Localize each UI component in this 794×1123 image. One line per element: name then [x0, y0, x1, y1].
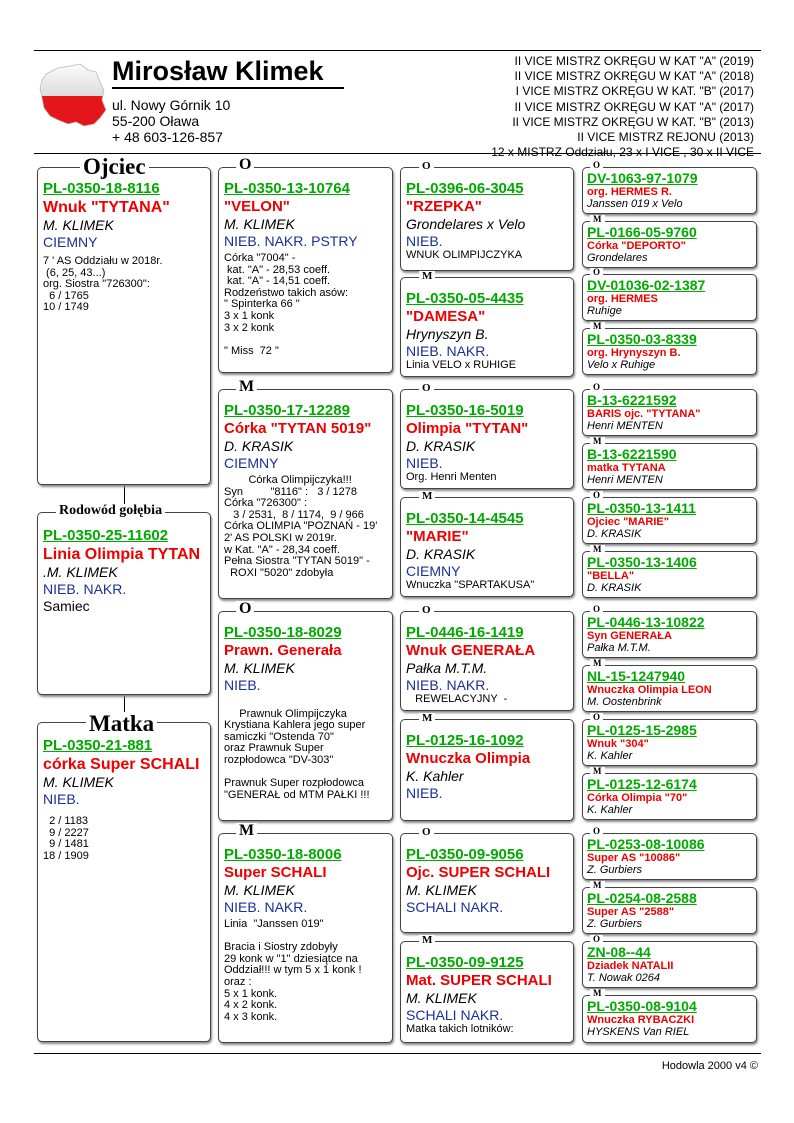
breeder: .M. KLIMEK	[43, 564, 118, 580]
gen4-card[interactable]	[582, 389, 757, 436]
gen3-card[interactable]	[400, 167, 574, 271]
pigeon-name: matka TYTANA	[587, 462, 666, 474]
pigeon-name: Wnuczka RYBACZKI	[587, 1014, 695, 1026]
gen4-card[interactable]	[582, 551, 757, 598]
ring-number: PL-0350-09-9125	[406, 954, 524, 971]
pigeon-name: "RZEPKA"	[406, 198, 482, 215]
breeder: HYSKENS Van RIEL	[587, 1026, 690, 1038]
breeder: Pałka M.T.M.	[406, 660, 488, 676]
breeder: M. KLIMEK	[43, 774, 114, 790]
notes: Córka Olimpijczyka!!! Syn "8116" : 3 / 1278 Córka "726300" : 3 / 2531, 8 / 1174, 9 / 966 Córka OLIMPIA "POZNAŃ - 19' 2' AS POLSKI w 2019r. w Kat. "A" - 28,34 coeff. Pełna Siostra "TYTAN 5019" - ROXI "5020" zdobyła	[224, 474, 378, 579]
sex-label-male: O	[590, 268, 603, 277]
pigeon-color: NIEB. NAKR.	[43, 581, 127, 597]
sex-label-female: M	[590, 659, 605, 668]
breeder: Grondelares	[587, 252, 648, 264]
breeder: Z. Gurbiers	[587, 864, 643, 876]
pigeon-color: CIEMNY	[224, 455, 279, 471]
pigeon-name: Super AS "2588"	[587, 906, 675, 918]
title-line: II VICE MISTRZ REJONU (2013)	[577, 130, 754, 145]
breeder: M. KLIMEK	[43, 217, 114, 233]
ring-number: PL-0350-21-881	[43, 737, 153, 754]
address-phone: + 48 603-126-857	[112, 129, 223, 145]
gen2-card[interactable]	[218, 611, 393, 821]
sex-label-female: M	[590, 545, 605, 554]
notes: Linia VELO x RUHIGE	[406, 359, 517, 371]
mother-label: Matka	[86, 712, 157, 735]
gen4-card[interactable]	[582, 443, 757, 490]
pigeon-color: NIEB. NAKR.	[224, 899, 308, 915]
sex-label-male: O	[419, 161, 434, 172]
ring-number: PL-0166-05-9760	[587, 224, 697, 240]
notes: REWELACYJNY -	[406, 693, 508, 705]
gen2-card[interactable]	[218, 389, 393, 599]
pigeon-color: CIEMNY	[406, 563, 461, 579]
ring-number: PL-0350-17-12289	[224, 402, 350, 419]
ring-number: PL-0446-13-10822	[587, 614, 705, 630]
ring-number: DV-01036-02-1387	[587, 277, 706, 293]
pedigree-label: Rodowód gołębia	[56, 504, 165, 518]
footer-credit: Hodowla 2000 v4 ©	[661, 1060, 758, 1072]
address-city: 55-200 Oława	[112, 113, 200, 129]
breeder: M. KLIMEK	[224, 216, 295, 232]
pigeon-color: NIEB.	[43, 791, 80, 807]
title-line: II VICE MISTRZ OKRĘGU W KAT "A" (2017)	[514, 99, 754, 114]
breeder: Ruhige	[587, 305, 622, 317]
ring-number: PL-0350-18-8006	[224, 846, 342, 863]
pigeon-name: Linia Olimpia TYTAN	[43, 546, 201, 563]
ring-number: B-13-6221590	[587, 446, 677, 462]
gen4-card[interactable]	[582, 773, 757, 820]
ring-number: ZN-08--44	[587, 944, 651, 960]
titles-list	[491, 54, 754, 160]
ring-number: PL-0350-08-9104	[587, 998, 697, 1014]
ring-number: PL-0350-14-4545	[406, 510, 524, 527]
mother-card[interactable]	[37, 722, 211, 1042]
gen3-card[interactable]	[400, 277, 574, 377]
sex-label-male: O	[590, 713, 603, 722]
sex-label-male: O	[590, 605, 603, 614]
pigeon-color: SCHALI NAKR.	[406, 899, 504, 915]
sex-label-male: O	[590, 827, 603, 836]
pigeon-color: NIEB.	[224, 677, 261, 693]
ring-number: PL-0350-09-9056	[406, 846, 524, 863]
pigeon-name: BARIS ojc. "TYTANA"	[587, 408, 701, 420]
sex-label-female: M	[419, 271, 435, 282]
pigeon-name: org. HERMES	[587, 293, 658, 305]
sex-label-female: M	[590, 767, 605, 776]
ring-number: PL-0350-18-8029	[224, 624, 342, 641]
notes: 2 / 1183 9 / 2227 9 / 1481 18 / 1909	[43, 815, 89, 862]
gen4-card[interactable]	[582, 497, 757, 544]
gen4-card[interactable]	[582, 941, 757, 988]
pigeon-color: NIEB. NAKR. PSTRY	[224, 233, 358, 249]
ring-number: PL-0350-18-8116	[43, 180, 160, 197]
sex-label-female: M	[419, 491, 435, 502]
pigeon-name: Córka "DEPORTO"	[587, 240, 686, 252]
pigeon-color: CIEMNY	[43, 234, 98, 250]
sex-label-male: O	[236, 157, 254, 173]
ring-number: B-13-6221592	[587, 392, 677, 408]
sex-label-female: M	[236, 823, 257, 839]
notes: Matka takich lotników:	[406, 1023, 514, 1035]
breeder: D. KRASIK	[587, 528, 642, 540]
sex-label-male: O	[236, 601, 254, 617]
gen3-card[interactable]	[400, 389, 574, 489]
gen4-card[interactable]	[582, 328, 757, 375]
gen3-card[interactable]	[400, 833, 574, 933]
pigeon-name: org. Hrynyszyn B.	[587, 347, 681, 359]
pigeon-name: Wnuk "304"	[587, 738, 649, 750]
pigeon-name: córka Super SCHALI	[43, 756, 200, 773]
gen3-card[interactable]	[400, 719, 574, 821]
breeder: Grondelares x Velo	[406, 216, 526, 232]
pigeon-name: Wnuczka Olimpia LEON	[587, 684, 712, 696]
pigeon-color: NIEB.	[406, 785, 443, 801]
ring-number: PL-0254-08-2588	[587, 890, 697, 906]
title-line: II VICE MISTRZ OKRĘGU W KAT. "B" (2013)	[512, 114, 754, 129]
breeder: T. Nowak 0264	[587, 972, 660, 984]
pigeon-name: Dziadek NATALII	[587, 960, 674, 972]
ring-number: PL-0125-15-2985	[587, 722, 697, 738]
pigeon-name: Olimpia "TYTAN"	[406, 420, 529, 437]
notes: Córka "7004" - kat. "A" - 28,53 coeff. kat. "A" - 14,51 coeff. Rodzeństwo takich asów: " Spinterka 66 " 3 x 1 konk 3 x 2 konk " Miss 72 "	[224, 252, 349, 357]
breeder: M. KLIMEK	[224, 660, 295, 676]
breeder: Janssen 019 x Velo	[587, 198, 683, 210]
title-line: II VICE MISTRZ OKRĘGU W KAT "A" (2018)	[514, 69, 754, 84]
pigeon-color: NIEB. NAKR.	[406, 677, 490, 693]
sex-label-male: O	[419, 383, 434, 394]
gen4-card[interactable]	[582, 611, 757, 658]
sex-label-male: O	[590, 383, 603, 392]
gen4-card[interactable]	[582, 274, 757, 321]
father-label: Ojciec	[80, 155, 149, 178]
breeder: Henri MENTEN	[587, 474, 663, 486]
ring-number: PL-0350-05-4435	[406, 290, 524, 307]
sex-label-female: M	[236, 379, 257, 395]
sex-label-female: M	[590, 881, 605, 890]
breeder: K. Kahler	[587, 804, 633, 816]
ring-number: DV-1063-97-1079	[587, 170, 698, 186]
breeder: M. KLIMEK	[406, 882, 477, 898]
pigeon-name: Córka Olimpia "70"	[587, 792, 688, 804]
breeder: K. Kahler	[587, 750, 633, 762]
sex-label-male: O	[590, 935, 603, 944]
notes: Wnuczka "SPARTAKUSA"	[406, 579, 535, 591]
footer-rule	[34, 1053, 761, 1054]
gen4-card[interactable]	[582, 833, 757, 880]
notes: Prawnuk Olimpijczyka Krystiana Kahlera jego super samiczki "Ostenda 70" oraz Prawnuk Super rozpłodowca "DV-303" Prawnuk Super rozpłodowca "GENERAŁ od MTM PAŁKI !!!	[224, 707, 370, 801]
sex-label-female: M	[419, 935, 435, 946]
breeder: D. KRASIK	[587, 582, 642, 594]
sex-label-male: O	[590, 491, 603, 500]
gen4-card[interactable]	[582, 665, 757, 712]
gen4-card[interactable]	[582, 719, 757, 766]
pigeon-color: NIEB.	[406, 233, 443, 249]
pigeon-color: SCHALI NAKR.	[406, 1007, 504, 1023]
pigeon-name: Wnuk GENERAŁA	[406, 642, 536, 659]
breeder: K. Kahler	[406, 768, 464, 784]
pigeon-name: "DAMESA"	[406, 308, 486, 325]
pigeon-name: Ojciec "MARIE"	[587, 516, 669, 528]
address-street: ul. Nowy Górnik 10	[112, 97, 231, 113]
ring-number: PL-0350-13-1411	[587, 500, 696, 516]
title-line: II VICE MISTRZ OKRĘGU W KAT "A" (2019)	[514, 54, 754, 68]
ring-number: NL-15-1247940	[587, 668, 686, 684]
pigeon-sex: Samiec	[43, 598, 90, 614]
poland-flag-map-logo	[36, 60, 108, 132]
breeder: Velo x Ruhige	[587, 359, 656, 371]
pigeon-color: NIEB.	[406, 455, 443, 471]
notes: WNUK OLIMPIJCZYKA	[406, 249, 523, 261]
gen4-card[interactable]	[582, 887, 757, 934]
ring-number: PL-0125-12-6174	[587, 776, 697, 792]
notes: Org. Henri Menten	[406, 471, 497, 483]
ring-number: PL-0350-25-11602	[43, 527, 169, 544]
pigeon-name: Super SCHALI	[224, 864, 327, 881]
title-line: I VICE MISTRZ OKRĘGU W KAT. "B" (2017)	[515, 84, 754, 99]
gen4-card[interactable]	[582, 167, 757, 214]
gen2-card[interactable]	[218, 833, 393, 1043]
breeder: M. Oostenbrink	[587, 696, 662, 708]
breeder: D. KRASIK	[406, 438, 476, 454]
notes: 7 ' AS Oddziału w 2018r. (6, 25, 43...) org. Siostra "726300": 6 / 1765 10 / 1749	[43, 255, 163, 314]
sex-label-female: M	[419, 713, 435, 724]
pigeon-name: "BELLA"	[587, 570, 635, 582]
pigeon-name: Ojc. SUPER SCHALI	[406, 864, 551, 881]
gen4-card[interactable]	[582, 995, 757, 1043]
ring-number: PL-0125-16-1092	[406, 732, 524, 749]
sex-label-female: M	[590, 322, 605, 331]
pigeon-name: Mat. SUPER SCHALI	[406, 972, 552, 989]
breeder: M. KLIMEK	[224, 882, 295, 898]
pigeon-name: Super AS "10086"	[587, 852, 681, 864]
pigeon-name: "VELON"	[224, 198, 290, 215]
sex-label-male: O	[419, 605, 434, 616]
subject-card[interactable]	[37, 512, 211, 695]
sex-label-male: O	[419, 827, 434, 838]
notes: Linia "Janssen 019" Bracia i Siostry zdobyły 29 konk w "1" dziesiątce na Oddział!!! w tym 5 x 1 konk ! oraz : 5 x 1 konk. 4 x 2 konk. 4 x 3 konk.	[224, 918, 362, 1023]
ring-number: PL-0350-13-1406	[587, 554, 697, 570]
pigeon-name: Wnuk "TYTANA"	[43, 199, 170, 216]
owner-underline	[112, 87, 344, 89]
gen3-card[interactable]	[400, 497, 574, 597]
breeder: D. KRASIK	[406, 546, 476, 562]
sex-label-female: M	[590, 215, 605, 224]
owner-name: Mirosław Klimek	[112, 56, 324, 86]
sex-label-male: O	[590, 161, 603, 170]
ring-number: PL-0350-13-10764	[224, 180, 350, 197]
breeder: D. KRASIK	[224, 438, 294, 454]
pigeon-name: Syn GENERAŁA	[587, 630, 672, 642]
gen3-card[interactable]	[400, 611, 574, 711]
pigeon-name: Córka "TYTAN 5019"	[224, 420, 372, 437]
breeder: M. KLIMEK	[406, 990, 477, 1006]
sex-label-female: M	[590, 437, 605, 446]
ring-number: PL-0396-06-3045	[406, 180, 524, 197]
gen4-card[interactable]	[582, 221, 757, 268]
pigeon-name: Prawn. Generała	[224, 642, 342, 659]
gen2-card[interactable]	[218, 167, 393, 373]
ring-number: PL-0350-03-8339	[587, 331, 697, 347]
ring-number: PL-0350-16-5019	[406, 402, 524, 419]
ring-number: PL-0253-08-10086	[587, 836, 705, 852]
father-card[interactable]	[37, 167, 211, 485]
gen3-card[interactable]	[400, 941, 574, 1043]
ring-number: PL-0446-16-1419	[406, 624, 524, 641]
title-line: 12 x MISTRZ Oddziału, 23 x I VICE , 30 x II VICE	[491, 145, 754, 160]
pigeon-color: NIEB. NAKR.	[406, 343, 490, 359]
owner-address	[112, 97, 230, 145]
top-rule	[34, 50, 761, 51]
breeder: Henri MENTEN	[587, 420, 663, 432]
breeder: Hrynyszyn B.	[406, 326, 489, 342]
sex-label-female: M	[590, 989, 605, 998]
breeder: Z. Gurbiers	[587, 918, 643, 930]
pigeon-name: org. HERMES R.	[587, 186, 672, 198]
pigeon-name: "MARIE"	[406, 528, 469, 545]
breeder: Pałka M.T.M.	[587, 642, 651, 654]
pigeon-name: Wnuczka Olimpia	[406, 750, 531, 767]
